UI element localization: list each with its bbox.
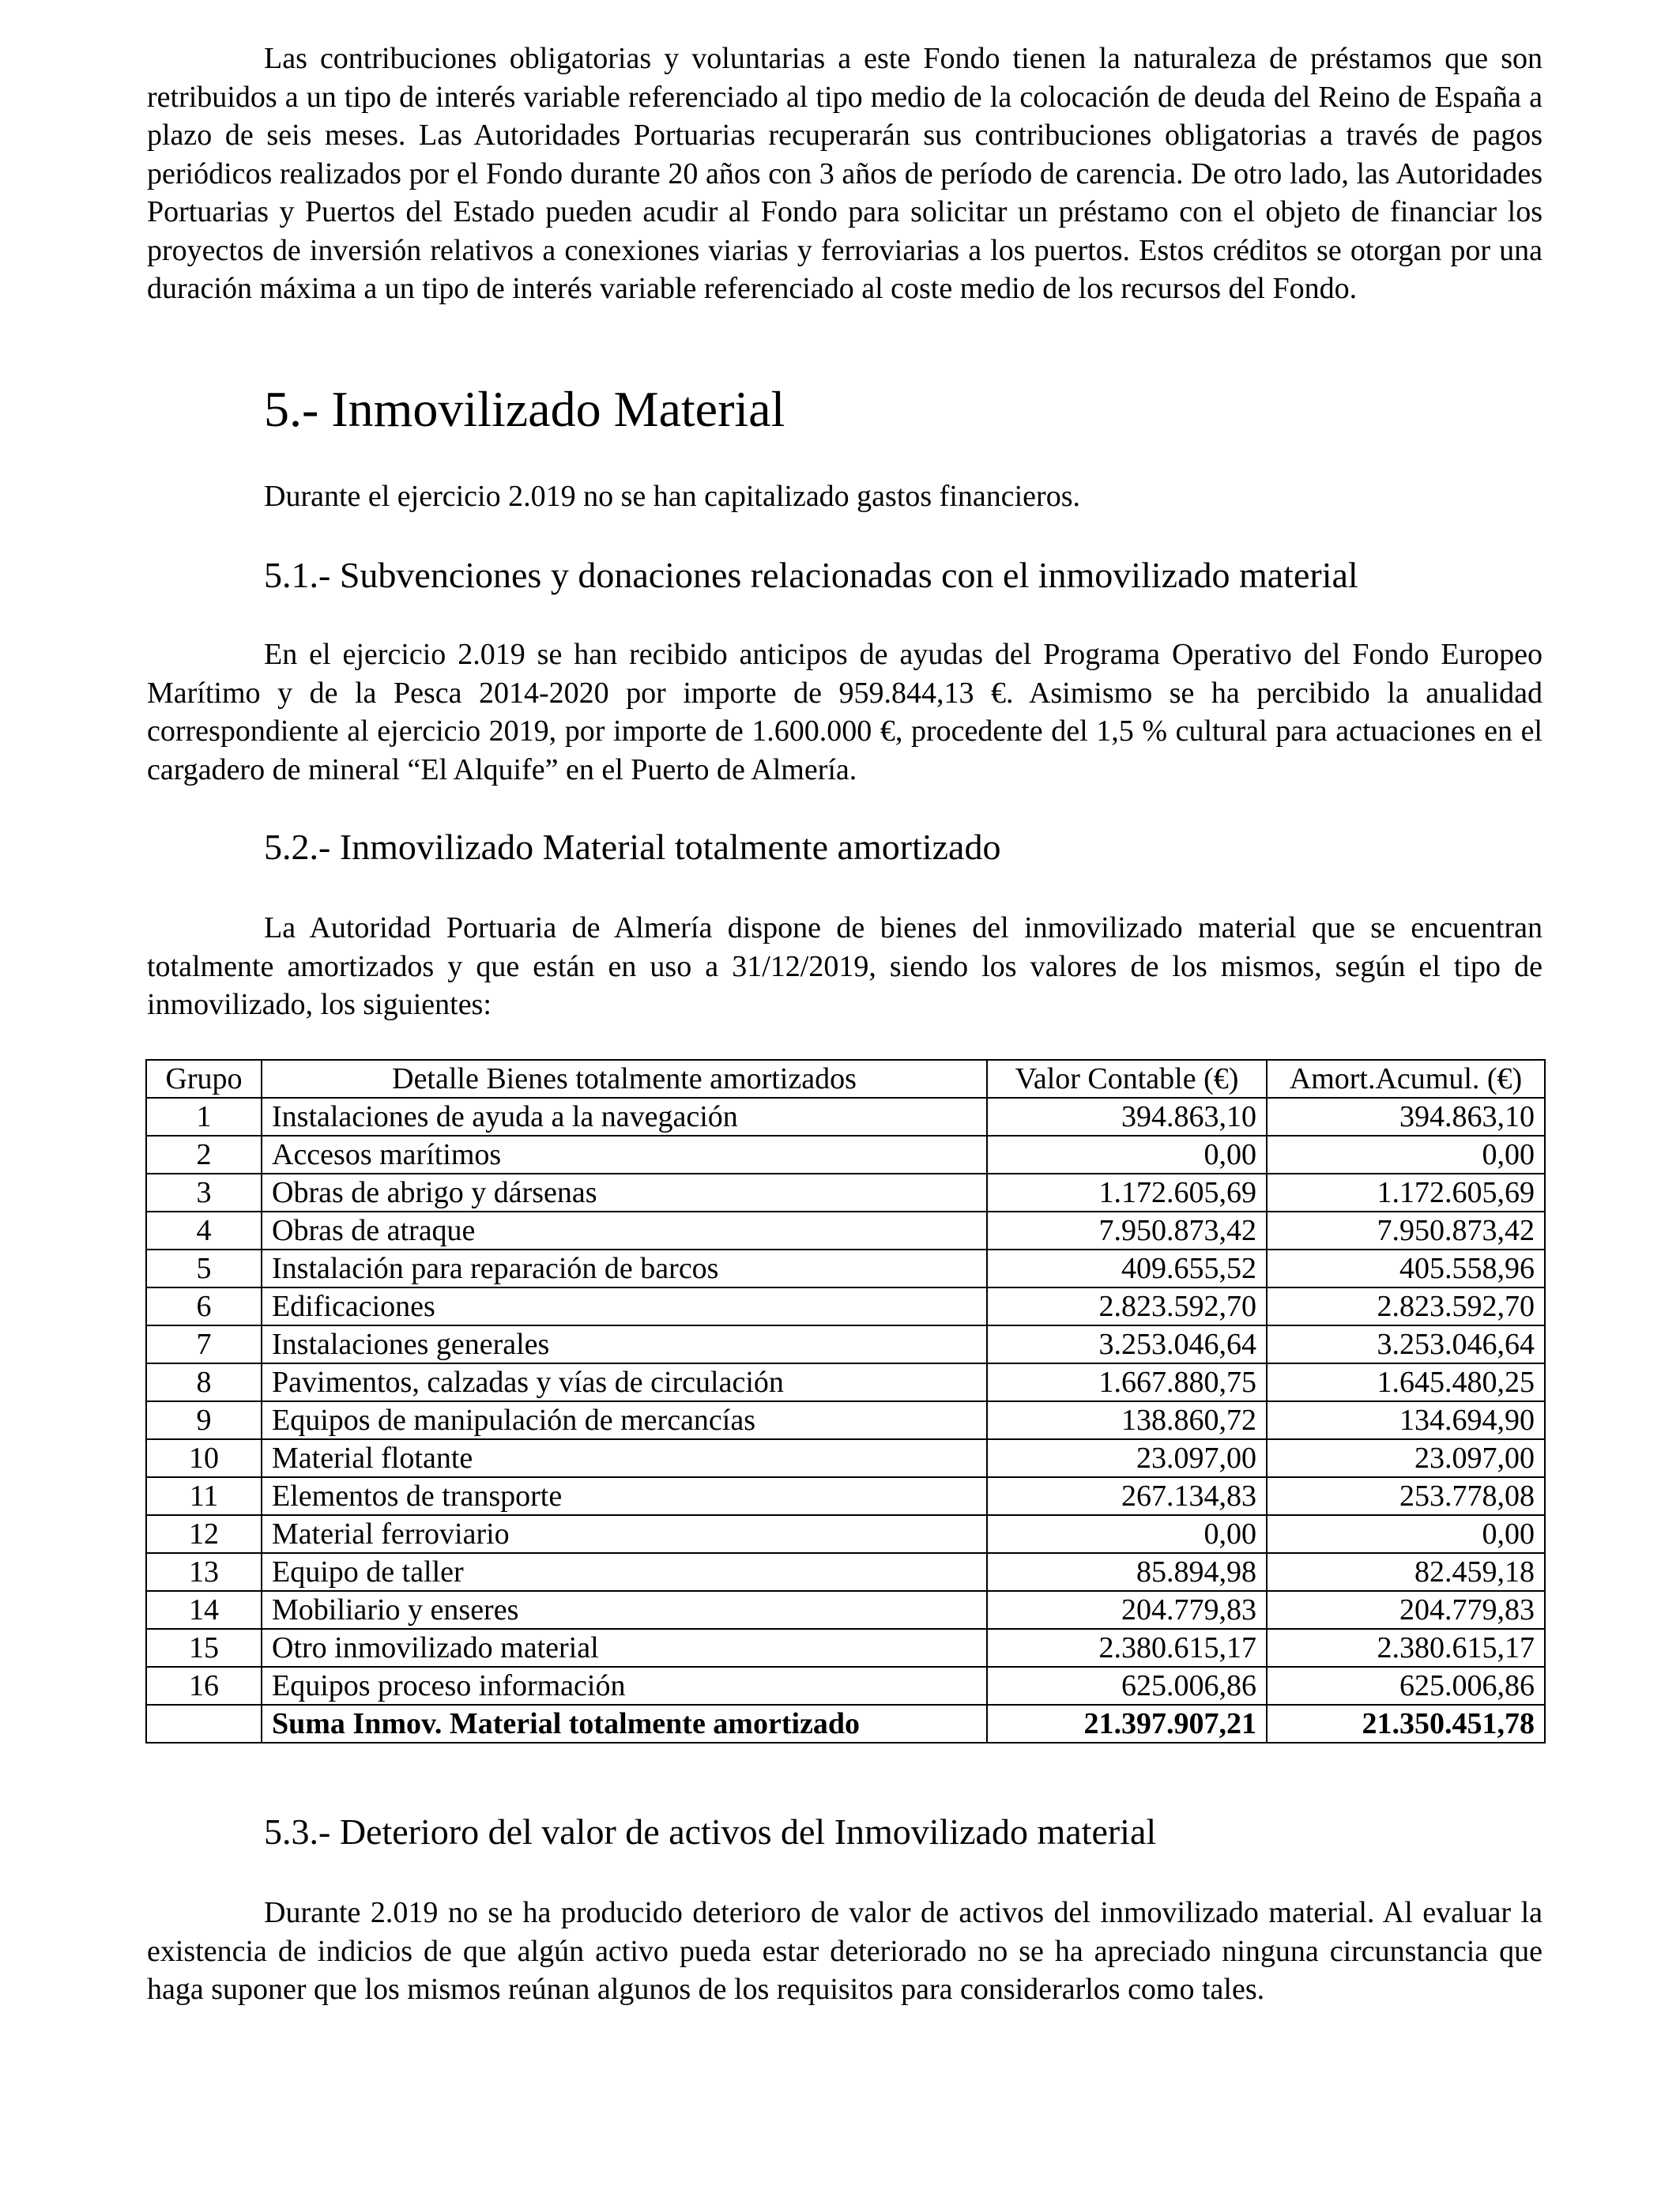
cell-valor-contable: 625.006,86 bbox=[987, 1667, 1267, 1705]
cell-grupo: 15 bbox=[146, 1629, 262, 1667]
cell-valor-contable: 394.863,10 bbox=[987, 1098, 1267, 1136]
cell-detalle: Accesos marítimos bbox=[262, 1136, 987, 1174]
cell-valor-contable: 2.380.615,17 bbox=[987, 1629, 1267, 1667]
cell-detalle: Instalación para reparación de barcos bbox=[262, 1250, 987, 1287]
cell-valor-contable: 204.779,83 bbox=[987, 1591, 1267, 1629]
cell-grupo: 13 bbox=[146, 1553, 262, 1591]
cell-grupo: 7 bbox=[146, 1325, 262, 1363]
cell-grupo: 14 bbox=[146, 1591, 262, 1629]
cell-grupo: 16 bbox=[146, 1667, 262, 1705]
table-row bbox=[146, 1212, 1545, 1250]
cell-detalle: Instalaciones generales bbox=[262, 1325, 987, 1363]
table-row bbox=[146, 1174, 1545, 1212]
cell-detalle: Equipos proceso información bbox=[262, 1667, 987, 1705]
table-row bbox=[146, 1439, 1545, 1477]
cell-total-empty bbox=[146, 1705, 262, 1743]
cell-total-label: Suma Inmov. Material totalmente amortizado bbox=[262, 1705, 987, 1743]
cell-amort-acumul: 394.863,10 bbox=[1267, 1098, 1545, 1136]
table-row bbox=[146, 1325, 1545, 1363]
cell-detalle: Elementos de transporte bbox=[262, 1477, 987, 1515]
cell-amort-acumul: 0,00 bbox=[1267, 1136, 1545, 1174]
cell-detalle: Pavimentos, calzadas y vías de circulación bbox=[262, 1363, 987, 1401]
cell-grupo: 4 bbox=[146, 1212, 262, 1250]
cell-valor-contable: 1.667.880,75 bbox=[987, 1363, 1267, 1401]
cell-valor-contable: 85.894,98 bbox=[987, 1553, 1267, 1591]
table-row bbox=[146, 1477, 1545, 1515]
table-row bbox=[146, 1136, 1545, 1174]
cell-amort-acumul: 2.380.615,17 bbox=[1267, 1629, 1545, 1667]
table-header-row bbox=[146, 1060, 1545, 1098]
table-row bbox=[146, 1363, 1545, 1401]
header-detalle: Detalle Bienes totalmente amortizados bbox=[262, 1060, 987, 1098]
cell-grupo: 6 bbox=[146, 1287, 262, 1325]
cell-grupo: 3 bbox=[146, 1174, 262, 1212]
cell-amort-acumul: 7.950.873,42 bbox=[1267, 1212, 1545, 1250]
cell-amort-acumul: 23.097,00 bbox=[1267, 1439, 1545, 1477]
cell-amort-acumul: 82.459,18 bbox=[1267, 1553, 1545, 1591]
cell-amort-acumul: 1.645.480,25 bbox=[1267, 1363, 1545, 1401]
cell-grupo: 2 bbox=[146, 1136, 262, 1174]
cell-valor-contable: 1.172.605,69 bbox=[987, 1174, 1267, 1212]
cell-amort-acumul: 2.823.592,70 bbox=[1267, 1287, 1545, 1325]
table-row bbox=[146, 1287, 1545, 1325]
paragraph-gastos-financieros: Durante el ejercicio 2.019 no se han capitalizado gastos financieros. bbox=[264, 480, 1080, 513]
cell-detalle: Obras de abrigo y dársenas bbox=[262, 1174, 987, 1212]
table-row bbox=[146, 1401, 1545, 1439]
table-row bbox=[146, 1250, 1545, 1287]
cell-detalle: Instalaciones de ayuda a la navegación bbox=[262, 1098, 987, 1136]
cell-detalle: Mobiliario y enseres bbox=[262, 1591, 987, 1629]
table-row bbox=[146, 1553, 1545, 1591]
cell-detalle: Equipo de taller bbox=[262, 1553, 987, 1591]
cell-amort-acumul: 625.006,86 bbox=[1267, 1667, 1545, 1705]
cell-grupo: 12 bbox=[146, 1515, 262, 1553]
cell-valor-contable: 409.655,52 bbox=[987, 1250, 1267, 1287]
cell-detalle: Equipos de manipulación de mercancías bbox=[262, 1401, 987, 1439]
cell-grupo: 10 bbox=[146, 1439, 262, 1477]
cell-grupo: 9 bbox=[146, 1401, 262, 1439]
cell-valor-contable: 2.823.592,70 bbox=[987, 1287, 1267, 1325]
cell-valor-contable: 0,00 bbox=[987, 1136, 1267, 1174]
cell-valor-contable: 7.950.873,42 bbox=[987, 1212, 1267, 1250]
cell-valor-contable: 138.860,72 bbox=[987, 1401, 1267, 1439]
cell-total-amort-acumul: 21.350.451,78 bbox=[1267, 1705, 1545, 1743]
table-row bbox=[146, 1098, 1545, 1136]
cell-detalle: Material flotante bbox=[262, 1439, 987, 1477]
table-row bbox=[146, 1629, 1545, 1667]
heading-section-5-3: 5.3.- Deterioro del valor de activos del Inmovilizado material bbox=[264, 1811, 1157, 1852]
cell-amort-acumul: 405.558,96 bbox=[1267, 1250, 1545, 1287]
paragraph-deterioro: Durante 2.019 no se ha producido deterioro de valor de activos del inmovilizado material. Al evaluar la existencia de indicios de que algún activo pueda estar deteriorado no se ha apreciado ninguna circunstancia que haga suponer que los mismos reúnan algunos de los requisitos para considerarlos como tales. bbox=[147, 1896, 1543, 2006]
cell-valor-contable: 3.253.046,64 bbox=[987, 1325, 1267, 1363]
table-row bbox=[146, 1515, 1545, 1553]
paragraph-fondo-contribuciones: Las contribuciones obligatorias y voluntarias a este Fondo tienen la naturaleza de préstamos que son retribuidos a un tipo de interés variable referenciado al tipo medio de la colocación de deuda del Reino de España a plazo de seis meses. Las Autoridades Portuarias recuperarán sus contribuciones obligatorias a través de pagos periódicos realizados por el Fondo durante 20 años con 3 años de período de carencia. De otro lado, las Autoridades Portuarias y Puertos del Estado pueden acudir al Fondo para solicitar un préstamo con el objeto de financiar los proyectos de inversión relativos a conexiones viarias y ferroviarias a los puertos. Estos créditos se otorgan por una duración máxima a un tipo de interés variable referenciado al coste medio de los recursos del Fondo. bbox=[147, 42, 1543, 305]
cell-detalle: Material ferroviario bbox=[262, 1515, 987, 1553]
table-row bbox=[146, 1591, 1545, 1629]
cell-detalle: Edificaciones bbox=[262, 1287, 987, 1325]
cell-grupo: 5 bbox=[146, 1250, 262, 1287]
heading-section-5-2: 5.2.- Inmovilizado Material totalmente amortizado bbox=[264, 827, 1001, 867]
heading-section-5-1: 5.1.- Subvenciones y donaciones relacionadas con el inmovilizado material bbox=[264, 555, 1358, 595]
cell-amort-acumul: 134.694,90 bbox=[1267, 1401, 1545, 1439]
header-amort-acumul: Amort.Acumul. (€) bbox=[1267, 1060, 1545, 1098]
header-grupo: Grupo bbox=[146, 1060, 262, 1098]
cell-amort-acumul: 253.778,08 bbox=[1267, 1477, 1545, 1515]
cell-detalle: Otro inmovilizado material bbox=[262, 1629, 987, 1667]
table-total-row bbox=[146, 1705, 1545, 1743]
cell-amort-acumul: 1.172.605,69 bbox=[1267, 1174, 1545, 1212]
cell-detalle: Obras de atraque bbox=[262, 1212, 987, 1250]
cell-grupo: 11 bbox=[146, 1477, 262, 1515]
assets-table bbox=[145, 1059, 1546, 1744]
cell-total-valor-contable: 21.397.907,21 bbox=[987, 1705, 1267, 1743]
cell-valor-contable: 23.097,00 bbox=[987, 1439, 1267, 1477]
cell-amort-acumul: 3.253.046,64 bbox=[1267, 1325, 1545, 1363]
heading-section-5: 5.- Inmovilizado Material bbox=[264, 381, 785, 437]
paragraph-amortizado: La Autoridad Portuaria de Almería dispone de bienes del inmovilizado material que se encuentran totalmente amortizados y que están en uso a 31/12/2019, siendo los valores de los mismos, según el tipo de inmovilizado, los siguientes: bbox=[147, 911, 1543, 1021]
cell-valor-contable: 0,00 bbox=[987, 1515, 1267, 1553]
cell-amort-acumul: 0,00 bbox=[1267, 1515, 1545, 1553]
cell-grupo: 1 bbox=[146, 1098, 262, 1136]
cell-amort-acumul: 204.779,83 bbox=[1267, 1591, 1545, 1629]
paragraph-subvenciones: En el ejercicio 2.019 se han recibido anticipos de ayudas del Programa Operativo del Fondo Europeo Marítimo y de la Pesca 2014-2020 por importe de 959.844,13 €. Asimismo se ha percibido la anualidad correspondiente al ejercicio 2019, por importe de 1.600.000 €, procedente del 1,5 % cultural para actuaciones en el cargadero de mineral “El Alquife” en el Puerto de Almería. bbox=[147, 638, 1543, 786]
header-valor-contable: Valor Contable (€) bbox=[987, 1060, 1267, 1098]
cell-grupo: 8 bbox=[146, 1363, 262, 1401]
table-row bbox=[146, 1667, 1545, 1705]
cell-valor-contable: 267.134,83 bbox=[987, 1477, 1267, 1515]
